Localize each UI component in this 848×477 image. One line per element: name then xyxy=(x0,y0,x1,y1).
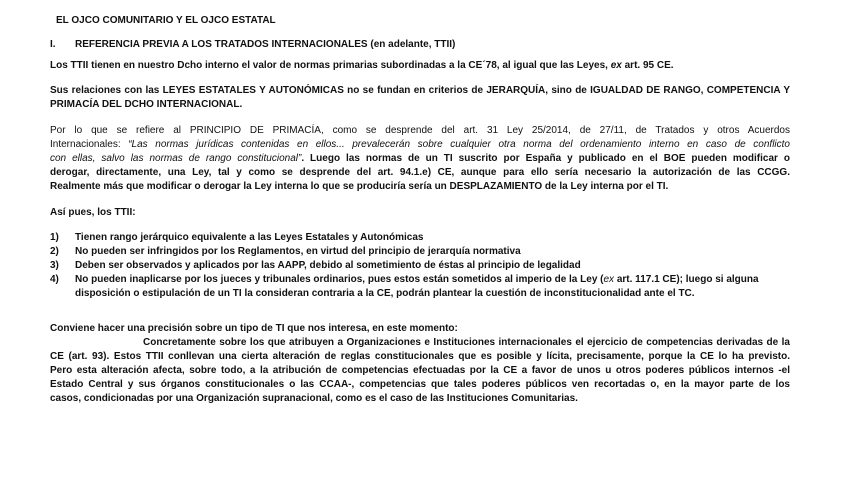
list-item-3: Deben ser observados y aplicados por las AAPP, debido al sometimiento de éstas al principio de legalidad xyxy=(75,260,581,271)
list-item-2-number: 2) xyxy=(50,246,59,257)
paragraph-3-line-4: derogar, directamente, una Ley, tal y como se desprende del art. 94.1.e) CE, aunque para ello sería necesario la autorización de las CCGG. xyxy=(50,167,790,178)
paragraph-4-line-5: casos, condicionadas por una Organización supranacional, como es el caso de las Instituciones Comunitarias. xyxy=(50,393,578,404)
paragraph-4-line-1: Concretamente sobre los que atribuyen a Organizaciones e Instituciones internacionales el ejercicio de competencias derivadas de la xyxy=(143,337,790,348)
paragraph-2-line-1: Sus relaciones con las LEYES ESTATALES Y AUTONÓMICAS no se fundan en criterios de JERARQUÍA, sino de IGUALDAD DE RANGO, COMPETENCIA Y xyxy=(50,85,790,96)
paragraph-3-line-3 xyxy=(50,152,790,165)
paragraph-3-line-5: Realmente más que modificar o derogar la Ley interna lo que se produciría sería un DESPLAZAMIENTO de la Ley interna por el TI. xyxy=(50,181,669,192)
p1-ex: ex xyxy=(610,60,622,71)
item4-text-b: art. 117.1 CE); luego si alguna xyxy=(614,274,759,285)
p3-quote-2: con ellas, salvo las normas de rango constitucional” xyxy=(50,153,302,164)
paragraph-1 xyxy=(50,59,790,72)
section-number: I. xyxy=(50,39,56,50)
list-item-1-number: 1) xyxy=(50,232,59,243)
list-item-2: No pueden ser infringidos por los Reglamentos, en virtud del principio de jerarquía normativa xyxy=(75,246,521,257)
p3-l3-text: . Luego las normas de un TI suscrito por España y publicado en el BOE pueden modificar o xyxy=(301,153,790,164)
paragraph-3-line-1: Por lo que se refiere al PRINCIPIO DE PRIMACÍA, como se desprende del art. 31 Ley 25/2014, de 27/11, de Tratados y otros Acuerdos xyxy=(50,125,790,136)
list-item-4-number: 4) xyxy=(50,274,59,285)
list-item-4-line-1 xyxy=(75,273,790,286)
paragraph-4-line-3: Pero esta alteración afecta, sobre todo, a la atribución de competencias efectuadas por la CE a favor de unos u otros poderes públicos internos -el xyxy=(50,365,790,376)
paragraph-4-line-2: CE (art. 93). Estos TTII conllevan una cierta alteración de reglas constitucionales que es posible y lícita, precisamente, porque la CE lo ha previsto. xyxy=(50,351,790,362)
paragraph-2-line-2: PRIMACÍA DEL DCHO INTERNACIONAL. xyxy=(50,99,243,110)
list-item-4-line-2: disposición o estipulación de un TI la consideran contraria a la CE, podrán plantear la cuestión de inconstitucionalidad ante el TC. xyxy=(75,288,695,299)
section-heading: REFERENCIA PREVIA A LOS TRATADOS INTERNACIONALES (en adelante, TTII) xyxy=(75,39,456,50)
list-intro: Así pues, los TTII: xyxy=(50,207,136,218)
item4-text-a: No pueden inaplicarse por los jueces y tribunales ordinarios, pues estos están sometidos al imperio de la Ley ( xyxy=(75,274,604,285)
p3-quote-1: “Las normas jurídicas contenidas en ellos... prevalecerán sobre cualquier otra norma del ordenamiento interno en caso de conflicto xyxy=(128,139,790,150)
list-item-1: Tienen rango jerárquico equivalente a las Leyes Estatales y Autonómicas xyxy=(75,232,424,243)
p1-text-b: art. 95 CE. xyxy=(621,60,674,71)
p3-l2-text: Internacionales: xyxy=(50,139,129,150)
paragraph-4-intro: Conviene hacer una precisión sobre un tipo de TI que nos interesa, en este momento: xyxy=(50,323,458,334)
p1-text-a: Los TTII tienen en nuestro Dcho interno el valor de normas primarias subordinadas a la CE´78, al igual que las Leyes, xyxy=(50,60,611,71)
item4-ex: ex xyxy=(603,274,615,285)
document-title: EL OJCO COMUNITARIO Y EL OJCO ESTATAL xyxy=(56,15,276,26)
paragraph-3-line-2 xyxy=(50,138,790,151)
paragraph-4-line-4: Estado Central y sus órganos constitucionales o las CCAA-, competencias que tales poderes públicos ven recortadas o, en la mayor parte de los xyxy=(50,379,790,390)
list-item-3-number: 3) xyxy=(50,260,59,271)
